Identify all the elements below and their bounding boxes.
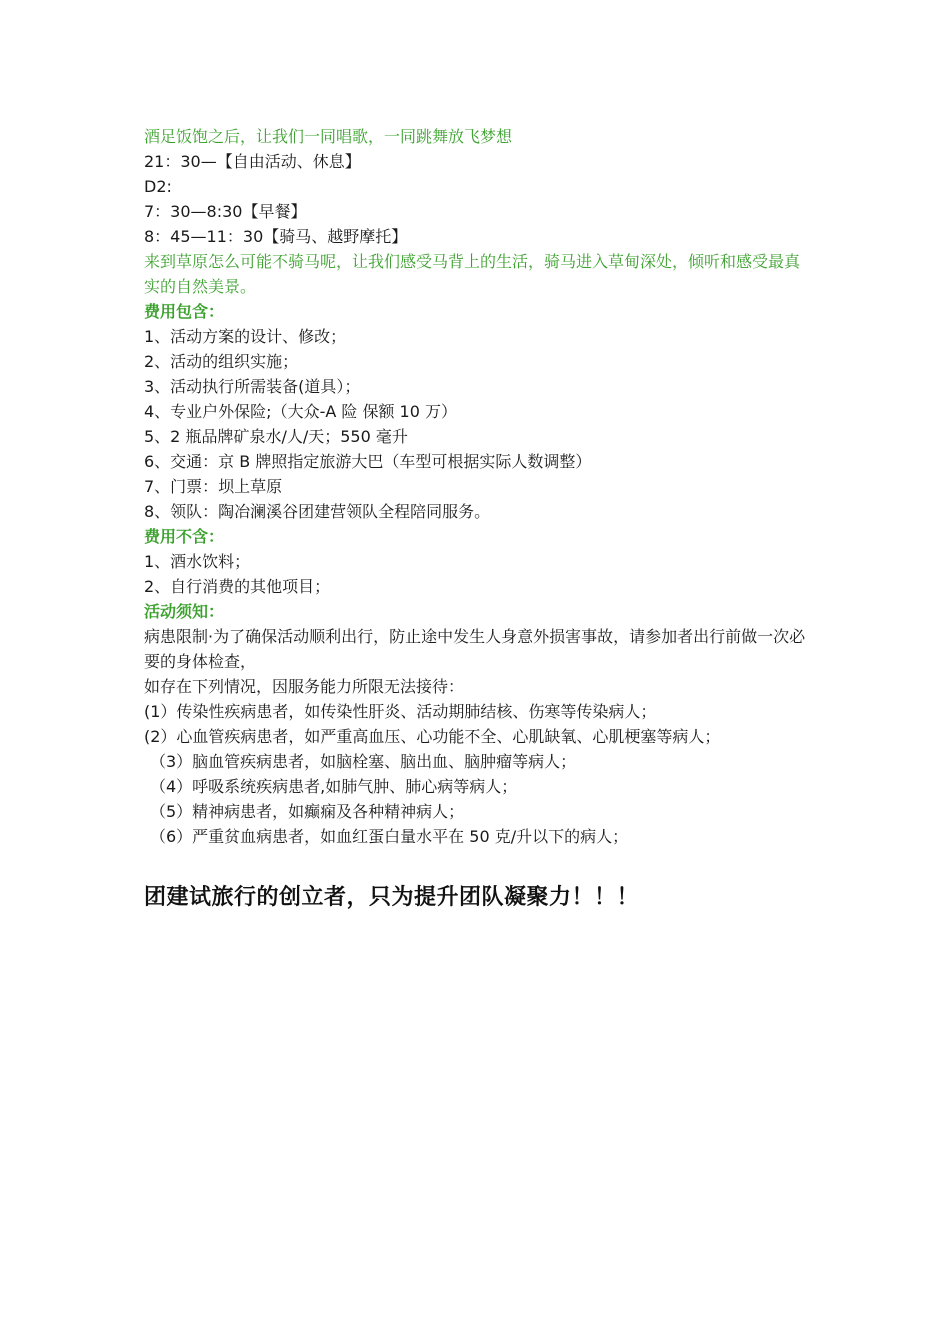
fee-include-item: 3、活动执行所需装备(道具）； bbox=[144, 377, 361, 396]
condition-item: （4）呼吸系统疾病患者,如肺气肿、肺心病等病人； bbox=[150, 777, 518, 796]
evening-activity-text: 酒足饭饱之后，让我们一同唱歌，一同跳舞放飞梦想 bbox=[144, 127, 513, 146]
fee-include-item: 7、门票：坝上草原 bbox=[144, 477, 283, 496]
fee-include-heading: 费用包含： bbox=[144, 302, 225, 321]
condition-item: （6）严重贫血病患者，如血红蛋白量水平在 50 克/升以下的病人； bbox=[150, 827, 629, 846]
fee-include-item: 1、活动方案的设计、修改； bbox=[144, 327, 347, 346]
document-page bbox=[144, 124, 814, 913]
day-two-label: D2: bbox=[144, 177, 172, 196]
notice-subheading: 如存在下列情况，因服务能力所限无法接待： bbox=[144, 677, 465, 696]
horse-riding-description: 来到草原怎么可能不骑马呢，让我们感受马背上的生活，骑马进入草甸深处，倾听和感受最真实的自然美景。 bbox=[144, 252, 801, 296]
fee-include-item: 6、交通：京 B 牌照指定旅游大巴（车型可根据实际人数调整） bbox=[144, 452, 592, 471]
fee-include-item: 2、活动的组织实施； bbox=[144, 352, 299, 371]
fee-exclude-item: 2、自行消费的其他项目； bbox=[144, 577, 331, 596]
slogan: 团建试旅行的创立者，只为提升团队凝聚力！！！ bbox=[144, 885, 640, 910]
condition-item: (1）传染性疾病患者，如传染性肝炎、活动期肺结核、伤寒等传染病人； bbox=[144, 702, 657, 721]
condition-item: （3）脑血管疾病患者，如脑栓塞、脑出血、脑肿瘤等病人； bbox=[150, 752, 577, 771]
fee-exclude-item: 1、酒水饮料； bbox=[144, 552, 251, 571]
schedule-horse-riding: 8：45—11：30【骑马、越野摩托】 bbox=[144, 227, 408, 246]
schedule-breakfast: 7：30—8:30【早餐】 bbox=[144, 202, 307, 221]
notice-intro: 病患限制·为了确保活动顺利出行，防止途中发生人身意外损害事故，请参加者出行前做一次必要的身体检查， bbox=[144, 627, 806, 671]
condition-item: （5）精神病患者，如癫痫及各种精神病人； bbox=[150, 802, 465, 821]
condition-item: (2）心血管疾病患者，如严重高血压、心功能不全、心肌缺氧、心肌梗塞等病人； bbox=[144, 727, 721, 746]
fee-include-item: 8、领队：陶冶澜溪谷团建营领队全程陪同服务。 bbox=[144, 502, 491, 521]
notice-heading: 活动须知： bbox=[144, 602, 225, 621]
fee-include-item: 4、专业户外保险;（大众-A 险 保额 10 万） bbox=[144, 402, 457, 421]
fee-exclude-heading: 费用不含： bbox=[144, 527, 225, 546]
fee-include-item: 5、2 瓶品牌矿泉水/人/天；550 毫升 bbox=[144, 427, 408, 446]
schedule-free-time: 21：30—【自由活动、休息】 bbox=[144, 152, 361, 171]
